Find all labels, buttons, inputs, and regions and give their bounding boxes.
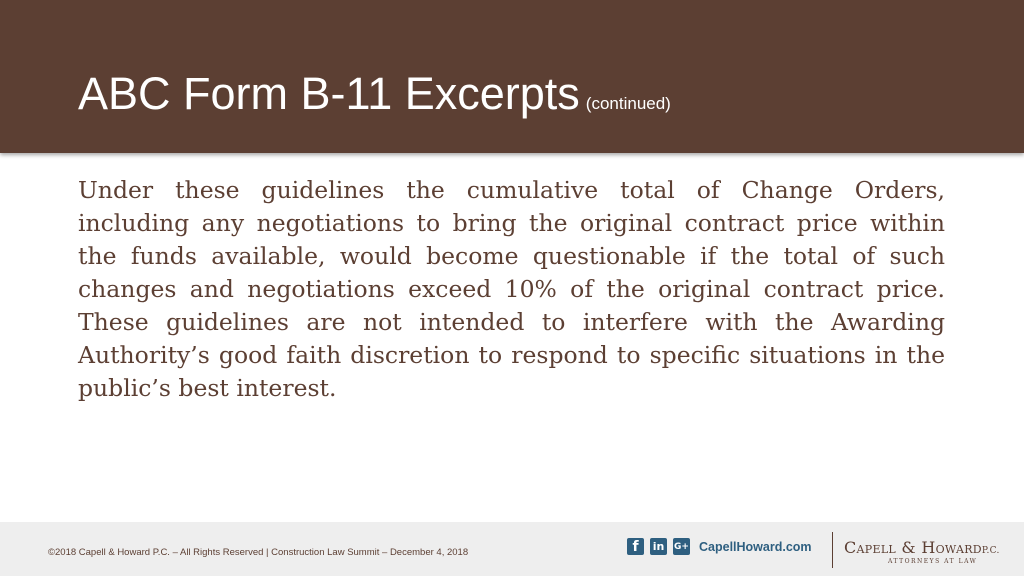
- firm-logo-name: Capell & Howard: [844, 538, 982, 557]
- firm-logo: [844, 538, 1000, 557]
- website-link[interactable]: CapellHoward.com: [699, 540, 812, 554]
- slide-title: [78, 66, 671, 132]
- facebook-icon[interactable]: f: [627, 538, 644, 555]
- linkedin-icon[interactable]: in: [650, 538, 667, 555]
- slide-title-text: ABC Form B-11 Excerpts: [78, 68, 580, 119]
- google-plus-icon[interactable]: G+: [673, 538, 690, 555]
- firm-logo-suffix: P.C.: [981, 546, 1000, 556]
- firm-tagline: ATTORNEYS AT LAW: [888, 558, 978, 565]
- slide-header: [0, 0, 1024, 153]
- slide-subtitle: (continued): [585, 94, 671, 113]
- copyright-text: ©2018 Capell & Howard P.C. – All Rights Reserved | Construction Law Summit – December 4, 2018: [48, 547, 469, 558]
- body-paragraph: Under these guidelines the cumulative total of Change Orders, including any negotiations to bring the original contract price within the funds available, would become questionable if the total of such changes and negotiations exceed 10% of the original contract price. These guidelines are not intended to interfere with the Awarding Authority’s good faith discretion to respond to specific situations in the public’s best interest.: [78, 176, 945, 402]
- footer-divider: [832, 532, 833, 568]
- slide-footer: [0, 522, 1024, 576]
